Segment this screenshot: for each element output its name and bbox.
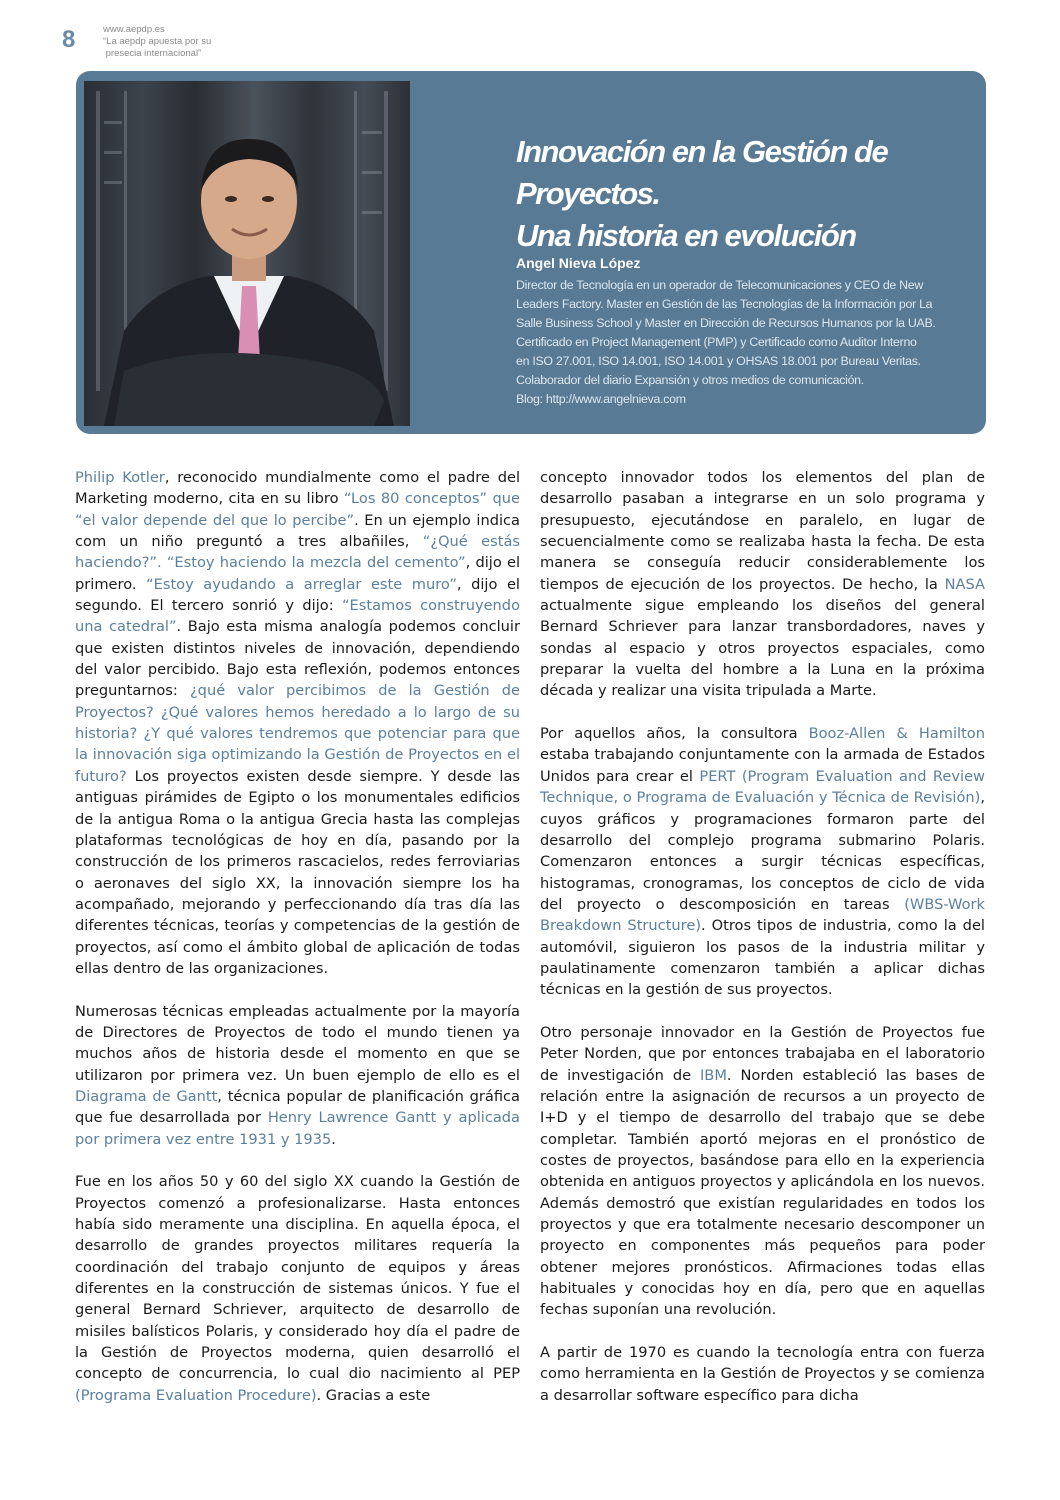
text-link[interactable]: IBM [700, 1066, 727, 1084]
bio-line: Salle Business School y Master en Dirección de Recursos Humanos por la UAB. [516, 316, 936, 330]
text-run: , dijo el segundo. El tercero sonrió y dijo: [75, 575, 520, 615]
article-banner [76, 71, 986, 434]
text-link[interactable]: “Estamos construyendo una catedral” [75, 597, 520, 636]
text-link[interactable]: ¿qué valor percibimos de la Gestión de Proyectos? ¿Qué valores hemos heredado a lo largo de su historia? ¿Y qué valores tendremos que potenciar para que la innovación siga optimizando la Gestión de Proyectos en el futuro? [75, 682, 520, 785]
paragraph [540, 467, 985, 702]
title-line-1: Innovación en la Gestión de Proyectos. [516, 134, 888, 211]
text-run: , cuyos gráficos y programaciones formaron parte del desarrollo del complejo programa submarino Polaris. Comenzaron entonces a surgir técnicas específicas, histogramas, cronogramas, los conceptos de ciclo de vida del proyecto o descomposición en tareas [540, 789, 985, 913]
tagline-line-1: “La aepdp apuesta por su [103, 36, 212, 47]
text-run: . Otros tipos de industria, como la del automóvil, siguieron los pasos de la industria militar y paulatinamente comenzaron también a aplicar dichas técnicas en la gestión de sus proyectos. [540, 917, 985, 999]
text-run: actualmente sigue empleando los diseños del general Bernard Schriever para lanzar transbordadores, naves y sondas al espacio y otros proyectos espaciales, como preparar la vuelta del hombre a la Luna en la próxima década y realizar una visita tripulada a Marte. [540, 597, 985, 700]
article-title [516, 131, 986, 257]
text-link[interactable]: “Estoy ayudando a arreglar este muro” [146, 575, 457, 593]
text-run: . En un ejemplo indica com un niño preguntó a tres albañiles, [75, 511, 520, 551]
bio-line: Certificado en Project Management (PMP) y Certificado como Auditor Interno [516, 335, 917, 349]
paragraph [540, 723, 985, 1000]
header-meta [103, 24, 211, 60]
text-run: estaba trabajando conjuntamente con la armada de Estados Unidos para crear el [540, 746, 985, 785]
text-link[interactable]: NASA [944, 575, 985, 593]
article-column-left [75, 467, 520, 1427]
bio-line: en ISO 27.001, ISO 14.001, ISO 14.001 y OHSAS 18.001 por Bureau Veritas. [516, 354, 921, 368]
text-run: . [331, 1130, 336, 1148]
text-run: . Norden estableció las bases de relación entre la asignación de recursos a un proyecto de I+D y el tiempo de desarrollo del trabajo que se debe completar. También aportó mejoras en el pronóstico de costes de proyectos, basándose para ello en la experiencia obtenida en antiguos proyectos y aplicándola en los nuevos. Además demostró que existían regularidades en todos los proyectos y que era totalmente necesario descomponer un proyecto en componentes más pequeños para poder obtener mejores pronósticos. Afirmaciones todas ellas habituales y conocidas hoy en día, pero que en aquellas fechas suponían una revolución. [540, 1066, 985, 1319]
text-link[interactable]: Henry Lawrence Gantt y aplicada por primera vez entre 1931 y 1935 [75, 1109, 520, 1148]
paragraph [540, 1342, 985, 1406]
paragraph [540, 1022, 985, 1321]
text-link[interactable]: (WBS-Work Breakdown Structure) [540, 895, 985, 935]
text-run: , reconocido mundialmente como el padre del Marketing moderno, cita en su libro [75, 469, 520, 508]
bio-line: Leaders Factory. Master en Gestión de las Tecnologías de la Información por La [516, 297, 933, 311]
title-line-2: Una historia en evolución [516, 218, 856, 253]
author-photo [84, 81, 410, 426]
text-link[interactable]: (Programa Evaluation Procedure) [75, 1386, 317, 1404]
text-link[interactable]: “Los 80 conceptos” que “el valor depende del que lo percibe” [75, 490, 520, 529]
author-bio [516, 276, 986, 409]
bio-line: Director de Tecnología en un operador de Telecomunicaciones y CEO de New [516, 278, 924, 292]
text-link[interactable]: Diagrama de Gantt [75, 1087, 218, 1105]
text-run: . Bajo esta misma analogía podemos concluir que existen distintos niveles de innovación, dependiendo del valor percibido. Bajo esta reflexión, podemos entonces preguntarnos: [75, 618, 520, 700]
text-run: A partir de 1970 es cuando la tecnología entra con fuerza como herramienta en la Gestión de Proyectos y se comienza a desarrollar software específico para dicha [540, 1344, 985, 1404]
author-portrait-illustration [84, 81, 410, 426]
text-run: , técnica popular de planificación gráfica que fue desarrollada por [75, 1087, 520, 1127]
text-run: Los proyectos existen desde siempre. Y desde las antiguas pirámides de Egipto o los monumentales edificios de la antigua Roma o la antigua Grecia hasta las complejas plataformas tecnológicas de hoy en día, pasando por la construcción de los primeros rascacielos, redes ferroviarias o aeronaves del siglo XX, la innovación siempre los ha acompañado, mejorando y perfeccionando día tras día las diferentes técnicas, teorías y competencias de la gestión de proyectos, así como el ámbito global de aplicación de todas ellas dentro de las organizaciones. [75, 767, 520, 977]
page-number: 8 [62, 26, 76, 53]
text-run: concepto innovador todos los elementos del plan de desarrollo pasaban a integrarse en un solo programa y presupuesto, ejecutándose en paralelo, en lugar de secuencialmente como se realizaba hasta la fecha. De esta manera se conseguía reducir considerablemente los tiempos de ejecución de los proyectos. De hecho, la [540, 469, 985, 593]
text-link[interactable]: PERT (Program Evaluation and Review Technique, o Programa de Evaluación y Técnica de Revisión) [540, 767, 985, 807]
paragraph [75, 467, 520, 979]
text-run: Numerosas técnicas empleadas actualmente por la mayoría de Directores de Proyectos de todo el mundo tienen ya muchos años de historia desde el momento en que se utilizaron por primera vez. Un buen ejemplo de ello es el [75, 1002, 520, 1084]
text-run: Por aquellos años, la consultora [540, 725, 809, 743]
text-run: . Gracias a este [316, 1386, 431, 1404]
author-blog-link[interactable]: Blog: http://www.angelnieva.com [516, 392, 686, 406]
text-link[interactable]: “¿Qué estás haciendo?”. “Estoy haciendo la mezcla del cemento” [75, 533, 521, 572]
bio-line: Colaborador del diario Expansión y otros medios de comunicación. [516, 373, 864, 387]
site-url[interactable]: www.aepdp.es [103, 24, 165, 35]
author-name: Angel Nieva López [516, 255, 641, 271]
tagline-line-2: presecia internacional” [103, 48, 202, 59]
text-run: Fue en los años 50 y 60 del siglo XX cuando la Gestión de Proyectos comenzó a profesionalizarse. Hasta entonces había sido meramente una disciplina. En aquella época, el desarrollo de grandes proyectos militares requería la coordinación del trabajo conjunto de equipos y áreas diferentes en la construcción de sistemas únicos. Y fue el general Bernard Schriever, arquitecto de desarrollo de misiles balísticos Polaris, y considerado hoy día el padre de la Gestión de Proyectos moderna, quien desarrolló el concepto de concurrencia, lo cual dio nacimiento al PEP [75, 1173, 520, 1383]
paragraph [75, 1171, 520, 1406]
article-column-right [540, 467, 985, 1427]
text-run: , dijo el primero. [75, 554, 520, 593]
text-link[interactable]: Philip Kotler [75, 469, 165, 486]
text-run: Otro personaje innovador en la Gestión de Proyectos fue Peter Norden, que por entonces trabajaba en el laboratorio de investigación de [540, 1023, 985, 1084]
paragraph [75, 1001, 520, 1150]
text-link[interactable]: Booz-Allen & Hamilton [808, 725, 985, 743]
